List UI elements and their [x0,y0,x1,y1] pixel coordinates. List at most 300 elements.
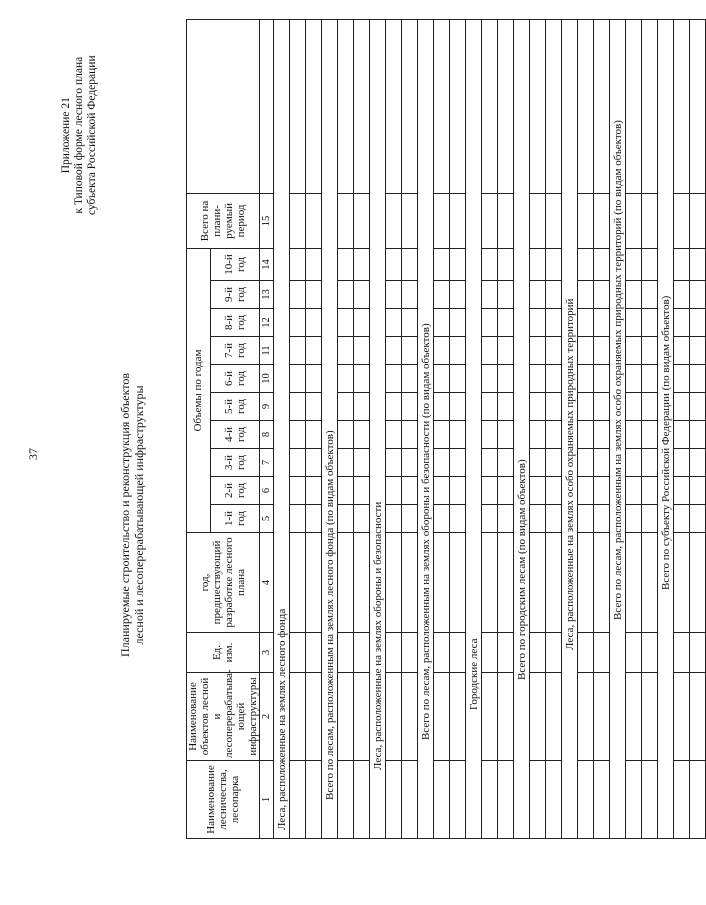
table-cell [338,673,354,761]
table-cell [578,393,594,421]
table-cell [402,449,418,477]
table-cell [690,248,706,280]
header-unit: Ед. изм. [187,633,260,673]
table-cell [306,477,322,505]
table-cell [482,449,498,477]
table-cell [578,193,594,248]
table-cell [386,449,402,477]
table-cell [674,673,690,761]
table-cell [450,309,466,337]
header-extra [187,20,260,194]
table-cell [306,193,322,248]
table-cell [386,20,402,194]
table-cell [498,365,514,393]
table-cell [482,248,498,280]
table-cell [530,309,546,337]
table-cell [402,505,418,533]
table-cell [530,248,546,280]
table-cell [450,193,466,248]
table-cell [626,505,642,533]
table-row [306,20,322,839]
table-row [402,20,418,839]
table-cell [530,633,546,673]
table-cell [578,633,594,673]
table-cell [578,477,594,505]
table-cell [578,533,594,633]
table-cell [402,393,418,421]
table-cell [482,673,498,761]
section-label: Всего по лесам, расположенным на землях лесного фонда (по видам объектов) [323,430,336,800]
table-cell [546,421,562,449]
table-cell [306,309,322,337]
table-cell [626,337,642,365]
table-cell [338,505,354,533]
table-cell [546,477,562,505]
table-cell [594,193,610,248]
table-cell [386,193,402,248]
table-cell [386,761,402,839]
table-cell [626,281,642,309]
section-label: Леса, расположенные на землях обороны и безопасности [371,501,384,770]
table-cell [354,365,370,393]
table-cell [402,337,418,365]
table-cell [594,20,610,194]
table-row [674,20,690,839]
section-label: Городские леса [467,638,480,710]
table-cell [386,505,402,533]
table-cell [642,533,658,633]
table-cell [530,533,546,633]
table-cell [386,365,402,393]
table-cell [530,449,546,477]
table-cell [434,393,450,421]
table-cell [674,761,690,839]
table-cell [578,673,594,761]
table-cell [434,477,450,505]
table-cell [674,248,690,280]
table-cell [498,505,514,533]
table-cell [530,477,546,505]
header-volumes: Объемы по годам [187,248,211,532]
table-cell [402,20,418,194]
table-cell [674,309,690,337]
table-cell [450,393,466,421]
table-cell [594,477,610,505]
section-row [562,20,578,839]
table-cell [354,633,370,673]
table-cell [386,281,402,309]
table-cell [594,248,610,280]
table-cell [578,337,594,365]
section-title [274,20,290,839]
table-cell [450,477,466,505]
table-cell [498,248,514,280]
table-cell [674,533,690,633]
table-cell [674,337,690,365]
table-cell [402,477,418,505]
page-number: 37 [26,448,40,460]
table-cell [386,533,402,633]
table-cell [578,281,594,309]
table-row [626,20,642,839]
table-cell [290,633,306,673]
header-total: Всего на плани-руемый период [187,193,260,248]
table-cell [306,20,322,194]
header-year-4: 4-й год [210,421,259,449]
table-cell [498,393,514,421]
table-cell [530,421,546,449]
table-cell [546,505,562,533]
table-cell [450,673,466,761]
table-cell [354,421,370,449]
table-cell [434,193,450,248]
table-cell [450,505,466,533]
table-cell [386,309,402,337]
appendix-line-2: к Типовой форме лесного плана [73,56,85,214]
table-cell [450,633,466,673]
table-cell [530,337,546,365]
table-cell [434,281,450,309]
table-cell [530,281,546,309]
table-cell [498,20,514,194]
col-num: 8 [260,421,274,449]
table-cell [546,248,562,280]
table-cell [578,761,594,839]
table-cell [594,449,610,477]
table-cell [290,248,306,280]
table-row [578,20,594,839]
table-cell [338,761,354,839]
table-cell [578,505,594,533]
table-cell [338,421,354,449]
table-row [386,20,402,839]
header-row-1 [187,20,211,839]
table-cell [578,365,594,393]
table-cell [338,281,354,309]
table-cell [642,393,658,421]
header-year-2: 2-й год [210,477,259,505]
table-cell [402,761,418,839]
table-cell [482,20,498,194]
section-title [466,20,482,839]
table-cell [498,761,514,839]
header-year-5: 5-й год [210,393,259,421]
table-cell [594,393,610,421]
table-cell [450,281,466,309]
table-cell [578,309,594,337]
section-title [610,20,626,839]
table-cell [674,193,690,248]
table-cell [338,477,354,505]
table-cell [354,309,370,337]
table-cell [530,505,546,533]
table-cell [450,248,466,280]
table-cell [690,477,706,505]
table-cell [530,761,546,839]
table-cell [530,393,546,421]
table-cell [306,337,322,365]
section-row [658,20,674,839]
table-cell [642,281,658,309]
table-cell [434,633,450,673]
infrastructure-table [186,19,706,839]
col-num: 2 [260,673,274,761]
table-cell [530,365,546,393]
table-cell [482,365,498,393]
table-cell [498,337,514,365]
section-label: Всего по субъекту Российской Федерации (по видам объектов) [659,295,672,590]
section-row [274,20,290,839]
table-cell [338,393,354,421]
table-cell [674,505,690,533]
table-cell [482,421,498,449]
table-cell [626,193,642,248]
table-cell [498,421,514,449]
table-cell [546,673,562,761]
table-cell [482,309,498,337]
table-cell [642,337,658,365]
table-row [498,20,514,839]
table-cell [434,248,450,280]
table-cell [290,337,306,365]
table-cell [386,337,402,365]
table-cell [290,505,306,533]
table-cell [450,337,466,365]
table-cell [434,761,450,839]
table-row [354,20,370,839]
table-cell [594,281,610,309]
table-cell [354,281,370,309]
table-cell [402,365,418,393]
table-cell [306,393,322,421]
title-line-2: лесной и лесоперерабатывающей инфраструктуры [132,385,146,645]
table-cell [642,365,658,393]
table-cell [626,365,642,393]
table-cell [498,533,514,633]
table-cell [594,505,610,533]
table-cell [690,633,706,673]
table-cell [450,761,466,839]
table-cell [642,421,658,449]
table-cell [386,393,402,421]
table-cell [482,633,498,673]
appendix-line-1: Приложение 21 [60,97,72,174]
table-cell [642,449,658,477]
table-cell [530,673,546,761]
header-year-7: 7-й год [210,337,259,365]
table-cell [594,421,610,449]
section-row [610,20,626,839]
section-row [322,20,338,839]
col-num: 4 [260,533,274,633]
col-num: 3 [260,633,274,673]
table-cell [450,421,466,449]
table-cell [482,393,498,421]
section-label: Всего по лесам, расположенным на землях обороны и безопасности (по видам объектов) [419,323,432,740]
table-cell [354,393,370,421]
table-cell [498,633,514,673]
table-cell [690,421,706,449]
table-cell [642,633,658,673]
table-cell [546,20,562,194]
table-cell [402,248,418,280]
col-num: 6 [260,477,274,505]
table-cell [626,309,642,337]
table-cell [546,761,562,839]
header-year-9: 9-й год [210,281,259,309]
section-row [514,20,530,839]
table-cell [578,449,594,477]
table-cell [290,477,306,505]
column-number-row [260,20,274,839]
table-cell [306,281,322,309]
table-cell [690,533,706,633]
table-cell [498,477,514,505]
table-cell [482,281,498,309]
table-cell [498,309,514,337]
table-cell [338,248,354,280]
col-num: 14 [260,248,274,280]
table-cell [626,633,642,673]
table-cell [354,477,370,505]
header-year-3: 3-й год [210,449,259,477]
col-num: 7 [260,449,274,477]
table-cell [578,421,594,449]
table-cell [546,633,562,673]
table-cell [338,633,354,673]
section-title [322,20,338,839]
table-cell [354,248,370,280]
header-year-10: 10-й год [210,248,259,280]
table-cell [338,449,354,477]
table-cell [290,673,306,761]
table-cell [642,20,658,194]
table-cell [402,421,418,449]
table-cell [594,533,610,633]
table-cell [690,673,706,761]
table-cell [626,393,642,421]
table-cell [482,337,498,365]
table-cell [530,20,546,194]
table-cell [482,505,498,533]
table-cell [450,533,466,633]
table-cell [402,533,418,633]
col-num: 11 [260,337,274,365]
table-cell [338,309,354,337]
section-label: Леса, расположенные на землях особо охраняемых природных территорий [563,298,576,650]
document-title [118,373,146,657]
table-cell [594,761,610,839]
table-cell [690,761,706,839]
table-cell [434,533,450,633]
table-cell [338,533,354,633]
table-cell [674,393,690,421]
table-cell [354,193,370,248]
table-cell [482,533,498,633]
table-cell [626,477,642,505]
table-cell [690,393,706,421]
table-cell [578,248,594,280]
table-cell [290,761,306,839]
table-cell [386,421,402,449]
table-row [450,20,466,839]
appendix-note [60,55,99,215]
table-cell [482,477,498,505]
table-row [338,20,354,839]
table-cell [674,633,690,673]
table-cell [402,281,418,309]
table-cell [290,309,306,337]
table-cell [306,449,322,477]
table-cell [450,449,466,477]
table-row [482,20,498,839]
table-cell [594,309,610,337]
header-previous-year: год, предшествующий разработке лесного плана [187,533,260,633]
table-cell [434,421,450,449]
table-cell [546,337,562,365]
table-cell [290,393,306,421]
table-row [594,20,610,839]
table-cell [306,421,322,449]
table-row [530,20,546,839]
section-row [418,20,434,839]
table-cell [546,309,562,337]
col-num: 12 [260,309,274,337]
table-cell [642,193,658,248]
table-cell [546,281,562,309]
table-cell [386,673,402,761]
section-label: Всего по городским лесам (по видам объектов) [515,459,528,680]
table-cell [402,193,418,248]
table-cell [434,505,450,533]
table-cell [290,20,306,194]
table-cell [434,365,450,393]
table-cell [498,449,514,477]
title-line-1: Планируемые строительство и реконструкция объектов [118,372,132,657]
section-title [562,20,578,839]
table-cell [306,633,322,673]
col-num: 1 [260,761,274,839]
table-cell [306,505,322,533]
table-cell [338,365,354,393]
col-num-extra [260,20,274,194]
section-title [370,20,386,839]
table-row [690,20,706,839]
table-cell [450,20,466,194]
table-cell [290,421,306,449]
header-year-1: 1-й год [210,505,259,533]
col-num: 13 [260,281,274,309]
col-num: 10 [260,365,274,393]
table-cell [354,761,370,839]
table-row [290,20,306,839]
table-cell [578,20,594,194]
table-cell [546,365,562,393]
header-forestry: Наименование лесничества, лесопарка [187,761,260,839]
table-cell [338,337,354,365]
table-cell [498,281,514,309]
table-cell [690,193,706,248]
table-cell [690,20,706,194]
table-cell [674,20,690,194]
table-cell [626,449,642,477]
table-cell [674,449,690,477]
table-cell [642,673,658,761]
section-title [418,20,434,839]
table-cell [626,761,642,839]
table-cell [626,20,642,194]
table-cell [690,337,706,365]
